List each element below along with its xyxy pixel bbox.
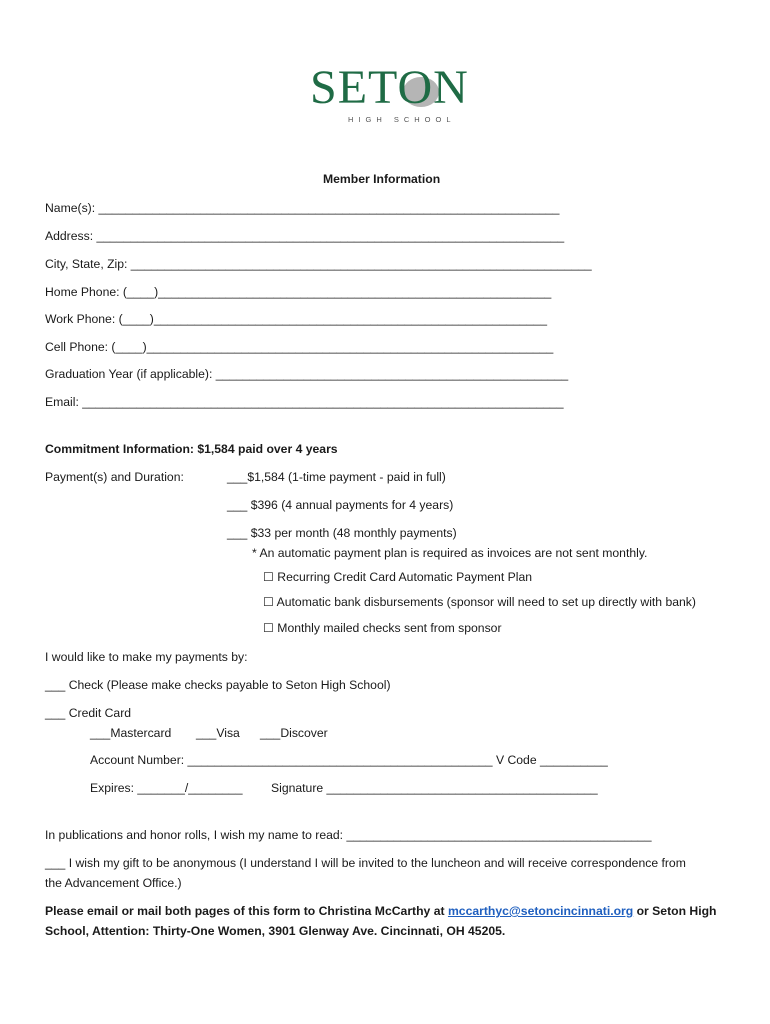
- logo-subtitle: HIGH SCHOOL: [348, 115, 456, 124]
- payment-option-full[interactable]: ___$1,584 (1-time payment - paid in full): [227, 470, 446, 484]
- names-field[interactable]: Name(s): ____________________________________________________________________: [45, 201, 560, 215]
- payment-option-annual[interactable]: ___ $396 (4 annual payments for 4 years): [227, 498, 454, 512]
- footer-instructions: [45, 904, 717, 918]
- contact-email-link[interactable]: mccarthyc@setoncincinnati.org: [447, 904, 634, 918]
- home-phone-field[interactable]: Home Phone: (____)__________________________________________________________: [45, 285, 552, 299]
- logo-word: SETON: [310, 61, 469, 114]
- anonymous-option-continued: the Advancement Office.): [45, 876, 182, 890]
- automatic-plan-note: * An automatic payment plan is required as invoices are not sent monthly.: [252, 546, 648, 560]
- checkbox-bank-disbursements[interactable]: ☐ Automatic bank disbursements (sponsor will need to set up directly with bank): [263, 595, 696, 609]
- checkbox-mailed-checks[interactable]: ☐ Monthly mailed checks sent from sponsor: [263, 621, 502, 635]
- mastercard-option[interactable]: ___Mastercard: [90, 726, 172, 740]
- check-option[interactable]: ___ Check (Please make checks payable to Seton High School): [45, 678, 391, 692]
- address-field[interactable]: Address: _____________________________________________________________________: [45, 229, 565, 243]
- checkbox-recurring-credit-card[interactable]: ☐ Recurring Credit Card Automatic Payment Plan: [263, 570, 533, 584]
- publication-name-field[interactable]: In publications and honor rolls, I wish my name to read: _____________________________________________: [45, 828, 652, 842]
- work-phone-field[interactable]: Work Phone: (____)__________________________________________________________: [45, 312, 547, 326]
- cell-phone-field[interactable]: Cell Phone: (____)____________________________________________________________: [45, 340, 554, 354]
- discover-option[interactable]: ___Discover: [260, 726, 328, 740]
- seton-logo: [310, 60, 480, 130]
- footer-address: School, Attention: Thirty-One Women, 3901 Glenway Ave. Cincinnati, OH 45205.: [45, 924, 506, 938]
- graduation-year-field[interactable]: Graduation Year (if applicable): ____________________________________________________: [45, 367, 569, 381]
- visa-option[interactable]: ___Visa: [196, 726, 240, 740]
- commitment-heading: Commitment Information: $1,584 paid over 4 years: [45, 442, 338, 456]
- payment-method-intro: I would like to make my payments by:: [45, 650, 248, 664]
- anonymous-option[interactable]: ___ I wish my gift to be anonymous (I understand I will be invited to the luncheon and will receive correspondence from: [45, 856, 686, 870]
- city-state-zip-field[interactable]: City, State, Zip: ____________________________________________________________________: [45, 257, 592, 271]
- section-title: Member Information: [323, 172, 441, 186]
- email-field[interactable]: Email: _______________________________________________________________________: [45, 395, 564, 409]
- account-number-field[interactable]: Account Number: _____________________________________________ V Code __________: [90, 753, 608, 767]
- payments-label: Payment(s) and Duration:: [45, 470, 184, 484]
- footer-text-pre: Please email or mail both pages of this form to Christina McCarthy at: [45, 904, 448, 918]
- signature-field[interactable]: Signature ________________________________________: [271, 781, 598, 795]
- expires-field[interactable]: Expires: _______/________: [90, 781, 243, 795]
- footer-text-post: or Seton High: [633, 904, 717, 918]
- payment-option-monthly[interactable]: ___ $33 per month (48 monthly payments): [227, 526, 457, 540]
- credit-card-option[interactable]: ___ Credit Card: [45, 706, 132, 720]
